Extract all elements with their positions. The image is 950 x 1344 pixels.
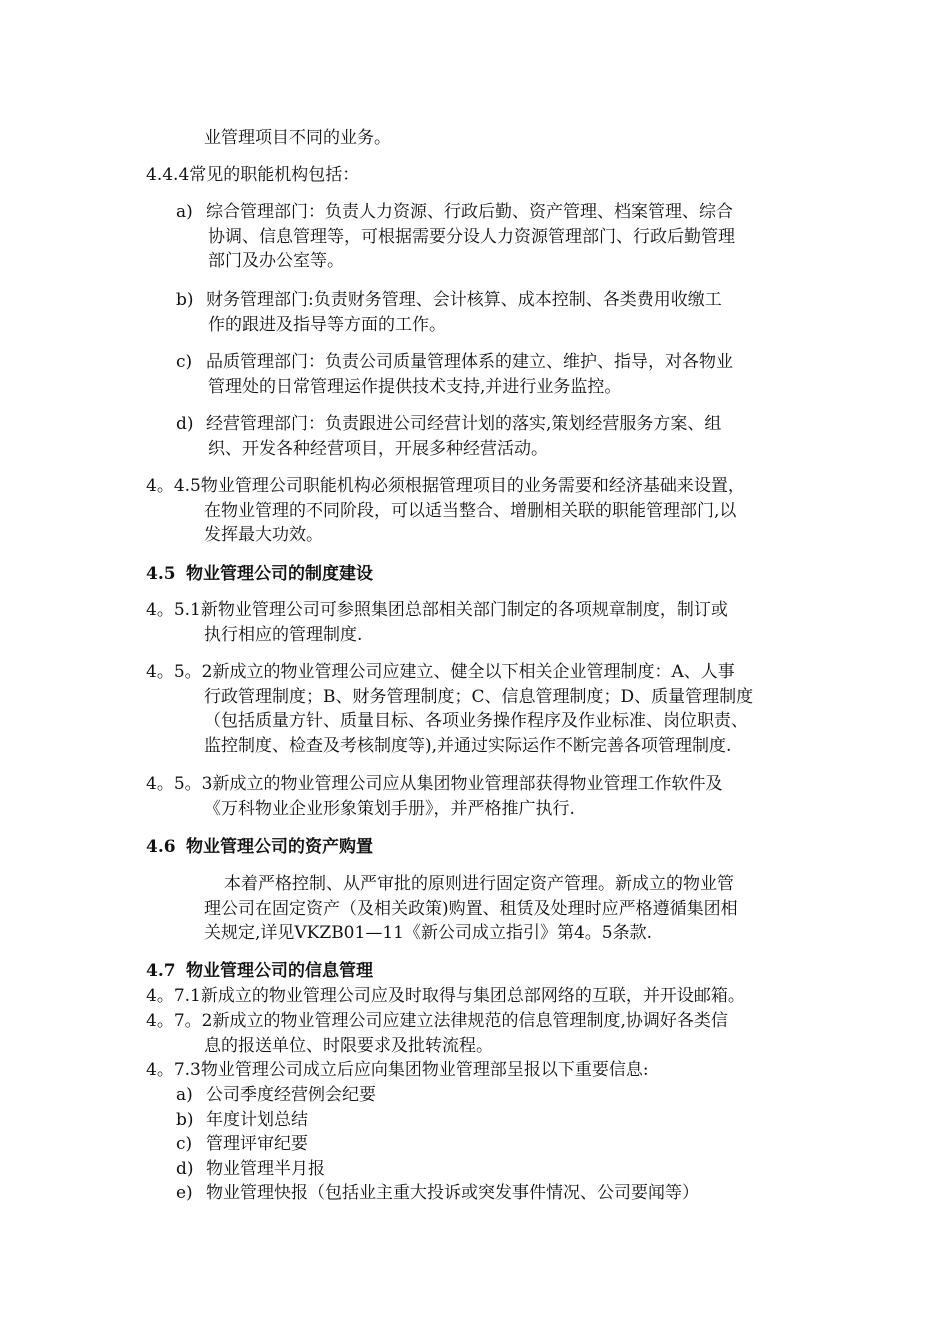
list-text: 管理评审纪要 (206, 1134, 308, 1154)
list-text: 协调、信息管理等，可根据需要分设人力资源管理部门、行政后勤管理 (208, 226, 735, 247)
list-text: 品质管理部门：负责公司质量管理体系的建立、维护、指导，对各物业 (206, 352, 733, 372)
list-text: 织、开发各种经营项目，开展多种经营活动。 (208, 438, 548, 459)
text-line: 本着严格控制、从严审批的原则进行固定资产管理。新成立的物业管 (224, 874, 734, 894)
list-item (176, 1132, 699, 1157)
list-text: 部门及办公室等。 (208, 251, 344, 271)
list-text: 年度计划总结 (206, 1109, 308, 1130)
list-text: 物业管理快报（包括业主重大投诉或突发事件情况、公司要闻等） (206, 1183, 699, 1203)
list-text: 公司季度经营例会纪要 (206, 1085, 376, 1105)
list-label: b) (176, 290, 194, 310)
list-item-d (176, 412, 721, 461)
list-label: e) (176, 1183, 193, 1203)
clause-text: 新成立的物业管理公司应建立、健全以下相关企业管理制度：A、人事 (212, 662, 735, 682)
list-item-a (176, 200, 735, 274)
clause-text: 物业管理公司职能机构必须根据管理项目的业务需要和经济基础来设置， (200, 476, 745, 496)
section-title: 物业管理公司的资产购置 (186, 837, 373, 857)
clause-4-5-3 (146, 772, 722, 821)
section-number: 4.7 (146, 961, 176, 981)
list-text: 综合管理部门：负责人力资源、行政后勤、资产管理、档案管理、综合 (206, 202, 733, 222)
clause-number: 4.4.4 (146, 165, 190, 185)
list-label: d) (176, 1158, 194, 1179)
list-text: 作的跟进及指导等方面的工作。 (208, 314, 446, 335)
section-heading-4-6 (146, 835, 373, 860)
clause-text: 新成立的物业管理公司应及时取得与集团总部网络的互联，并开设邮箱。 (200, 986, 745, 1006)
clause-4-4-5 (146, 474, 745, 548)
list-item (176, 1157, 699, 1182)
clause-text: 行政管理制度；B、财务管理制度；C、信息管理制度；D、质量管理制度 (204, 686, 754, 707)
list-item-c (176, 350, 733, 399)
text-line: 业管理项目不同的业务。 (204, 128, 391, 148)
clause-text: 监控制度、检查及考核制度等),并通过实际运作不断完善各项管理制度. (204, 735, 732, 756)
clause-number: 4。5.1 (146, 600, 201, 620)
list-item (176, 1083, 699, 1108)
clause-4-5-1 (146, 598, 728, 647)
clause-4-4-4 (146, 163, 359, 188)
section-title: 物业管理公司的信息管理 (186, 961, 373, 981)
clause-4-7-1 (146, 984, 745, 1009)
clause-text: 执行相应的管理制度. (204, 624, 363, 645)
clause-text: （包括质量方针、质量目标、各项业务操作程序及作业标准、岗位职责、 (204, 711, 748, 731)
clause-number: 4。4.5 (146, 476, 201, 496)
clause-number: 4。7.1 (146, 986, 201, 1006)
clause-text: 常见的职能机构包括： (189, 165, 360, 185)
list-text: 物业管理半月报 (206, 1158, 325, 1179)
info-list (176, 1083, 699, 1206)
clause-text: 新成立的物业管理公司应建立法律规范的信息管理制度,协调好各类信 (212, 1011, 728, 1031)
list-item-b (176, 288, 722, 337)
list-text: 财务管理部门:负责财务管理、会计核算、成本控制、各类费用收缴工 (206, 290, 722, 310)
clause-4-5-2 (146, 660, 753, 758)
section-title: 物业管理公司的制度建设 (186, 564, 373, 584)
list-label: b) (176, 1109, 194, 1130)
clause-number: 4。7.3 (146, 1060, 201, 1080)
text-line: 关规定,详见VKZB01—11《新公司成立指引》第4。5条款. (204, 923, 652, 943)
section-number: 4.6 (146, 837, 176, 857)
clause-number: 4。7。2 (146, 1011, 213, 1031)
list-label: c) (176, 1134, 193, 1154)
section-heading-4-5 (146, 562, 373, 587)
clause-text: 《万科物业企业形象策划手册》，并严格推广执行. (204, 798, 575, 819)
clause-text: 新物业管理公司可参照集团总部相关部门制定的各项规章制度，制订或 (200, 600, 728, 620)
text-line: 理公司在固定资产（及相关政策)购置、租赁及处理时应严格遵循集团相 (204, 898, 738, 919)
list-label: a) (176, 1085, 193, 1105)
paragraph-continuation (204, 126, 391, 151)
clause-text: 物业管理公司成立后应向集团物业管理部呈报以下重要信息: (200, 1060, 649, 1080)
list-label: a) (176, 202, 193, 222)
list-label: c) (176, 352, 193, 372)
paragraph-4-6 (204, 872, 738, 946)
list-label: d) (176, 414, 194, 434)
list-item (176, 1108, 699, 1133)
clause-4-7-2 (146, 1009, 728, 1058)
list-text: 管理处的日常管理运作提供技术支持,并进行业务监控。 (208, 376, 622, 397)
list-text: 经营管理部门：负责跟进公司经营计划的落实,策划经营服务方案、组 (206, 414, 722, 434)
clause-number: 4。5。2 (146, 662, 213, 682)
clause-text: 新成立的物业管理公司应从集团物业管理部获得物业管理工作软件及 (212, 774, 723, 794)
clause-text: 在物业管理的不同阶段，可以适当整合、增删相关联的职能管理部门,以 (204, 500, 737, 521)
clause-number: 4。5。3 (146, 774, 213, 794)
clause-text: 息的报送单位、时限要求及批转流程。 (204, 1035, 493, 1056)
clause-4-7-3 (146, 1058, 649, 1083)
section-number: 4.5 (146, 564, 176, 584)
section-heading-4-7 (146, 959, 373, 984)
list-item (176, 1181, 699, 1206)
clause-text: 发挥最大功效。 (204, 525, 323, 545)
